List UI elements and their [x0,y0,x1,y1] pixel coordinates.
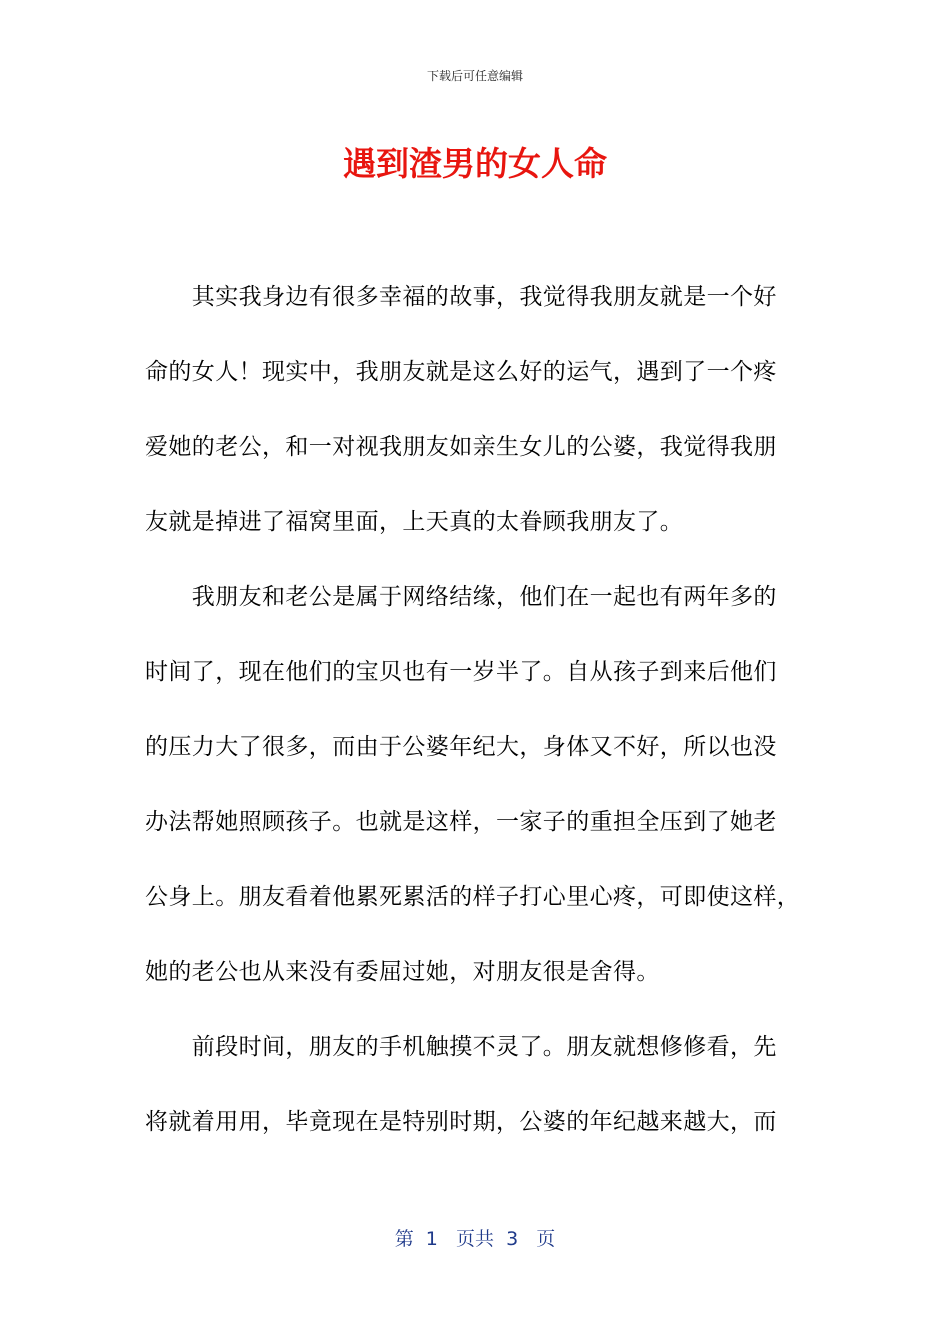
body-line: 命的女人！现实中，我朋友就是这么好的运气，遇到了一个疼 [145,359,777,385]
body-line: 友就是掉进了福窝里面，上天真的太眷顾我朋友了。 [145,509,684,535]
body-line: 时间了，现在他们的宝贝也有一岁半了。自从孩子到来后他们 [145,659,777,685]
body-line: 将就着用用，毕竟现在是特别时期，公婆的年纪越来越大，而 [145,1109,777,1135]
body-line: 我朋友和老公是属于网络结缘，他们在一起也有两年多的 [145,584,777,610]
body-line: 其实我身边有很多幸福的故事，我觉得我朋友就是一个好 [145,284,777,310]
body-line: 她的老公也从来没有委屈过她，对朋友很是舍得。 [145,959,660,985]
page-number-footer: 第 1 页共 3 页 [394,1228,556,1250]
header-note: 下载后可任意编辑 [426,69,523,83]
body-line: 前段时间，朋友的手机触摸不灵了。朋友就想修修看，先 [145,1034,777,1060]
body-line: 办法帮她照顾孩子。也就是这样，一家子的重担全压到了她老 [145,809,777,835]
body-line: 的压力大了很多，而由于公婆年纪大，身体又不好，所以也没 [145,734,777,760]
document-title: 遇到渣男的女人命 [343,144,607,183]
document-body [145,260,800,1160]
body-line: 爱她的老公，和一对视我朋友如亲生女儿的公婆，我觉得我朋 [145,434,777,460]
body-line: 公身上。朋友看着他累死累活的样子打心里心疼，可即使这样， [145,884,801,910]
